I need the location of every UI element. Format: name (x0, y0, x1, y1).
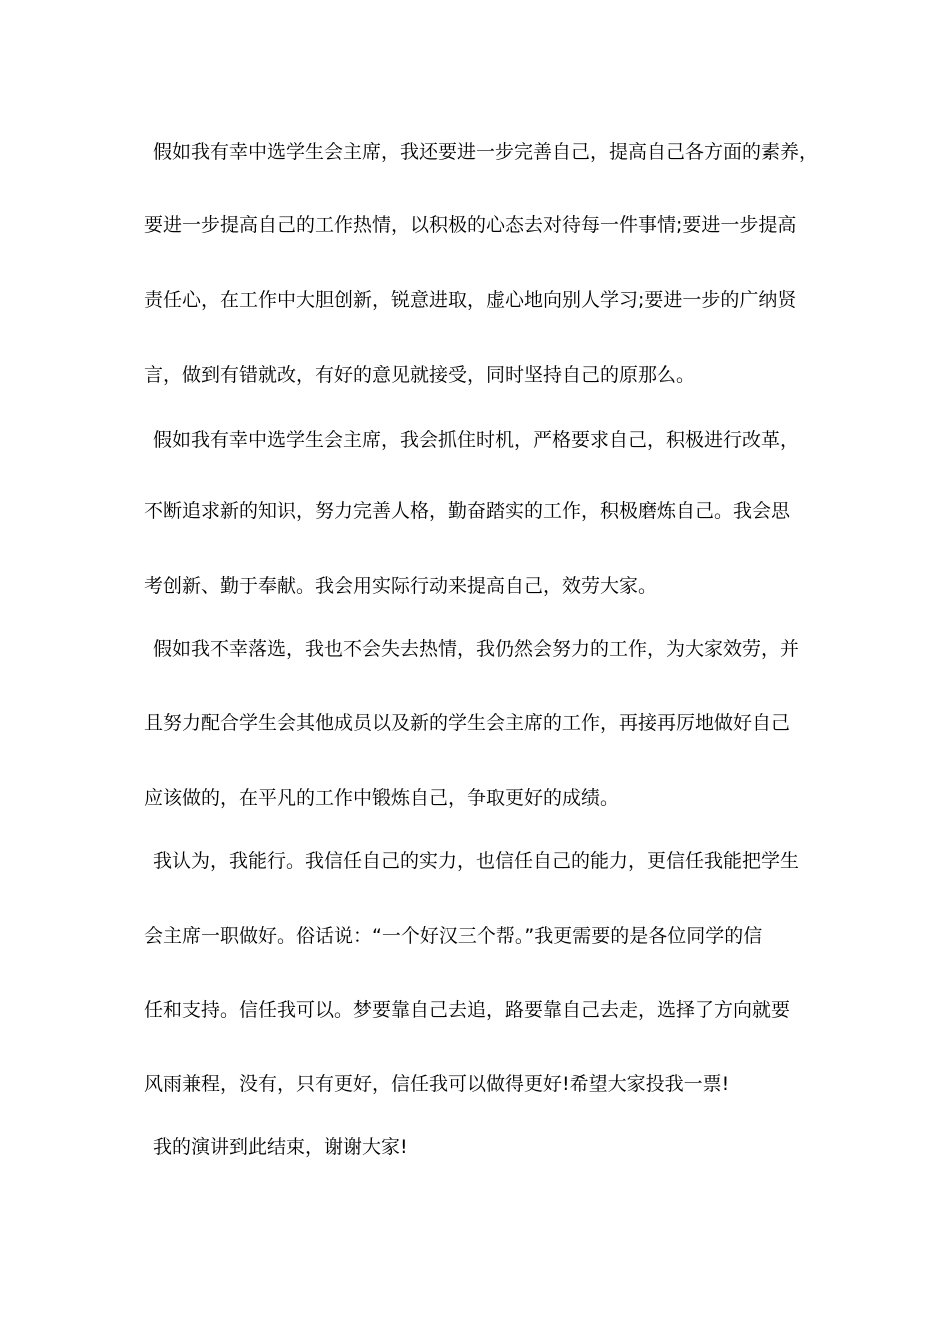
paragraph-1-line-2: 要进一步提高自己的工作热情，以积极的心态去对待每一件事情;要进一步提高 (144, 214, 797, 236)
paragraph-2-line-1: 假如我有幸中选学生会主席，我会抓住时机，严格要求自己，积极进行改革， (153, 429, 800, 451)
paragraph-1-line-3: 责任心，在工作中大胆创新，锐意进取，虚心地向别人学习;要进一步的广纳贤 (144, 289, 797, 311)
paragraph-4-line-1: 我认为，我能行。我信任自己的实力，也信任自己的能力，更信任我能把学生 (153, 850, 800, 872)
paragraph-4-line-3: 任和支持。信任我可以。梦要靠自己去追，路要靠自己去走，选择了方向就要 (144, 999, 791, 1021)
paragraph-3-line-1: 假如我不幸落选，我也不会失去热情，我仍然会努力的工作，为大家效劳，并 (153, 638, 800, 660)
paragraph-5-line-1: 我的演讲到此结束，谢谢大家! (153, 1136, 408, 1158)
paragraph-4-line-4: 风雨兼程，没有，只有更好，信任我可以做得更好!希望大家投我一票! (144, 1073, 730, 1095)
paragraph-1-line-1: 假如我有幸中选学生会主席，我还要进一步完善自己，提高自己各方面的素养， (153, 141, 819, 163)
paragraph-3-line-3: 应该做的，在平凡的工作中锻炼自己，争取更好的成绩。 (144, 787, 620, 809)
paragraph-3-line-2: 且努力配合学生会其他成员以及新的学生会主席的工作，再接再厉地做好自己 (144, 712, 791, 734)
paragraph-4-line-2: 会主席一职做好。俗话说：“一个好汉三个帮。”我更需要的是各位同学的信 (144, 925, 763, 947)
paragraph-1-line-4: 言，做到有错就改，有好的意见就接受，同时坚持自己的原那么。 (144, 364, 696, 386)
paragraph-2-line-3: 考创新、勤于奉献。我会用实际行动来提高自己，效劳大家。 (144, 575, 658, 597)
paragraph-2-line-2: 不断追求新的知识，努力完善人格，勤奋踏实的工作，积极磨炼自己。我会思 (144, 500, 791, 522)
